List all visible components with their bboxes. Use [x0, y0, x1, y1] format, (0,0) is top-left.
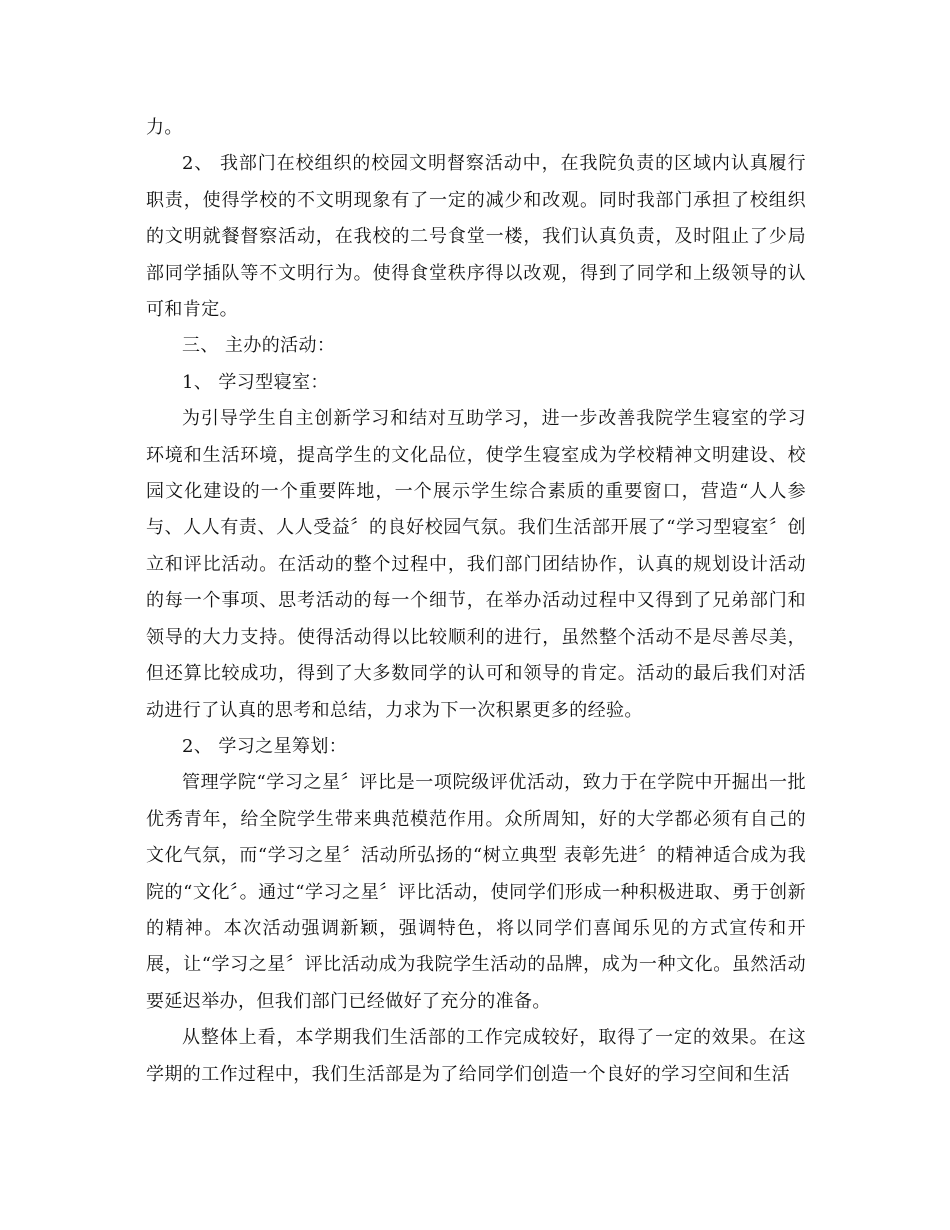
- subheading-study-star: 2、 学习之星筹划：: [182, 735, 348, 757]
- paragraph-summary: 从整体上看，本学期我们生活部的工作完成较好，取得了一定的效果。在这学期的工作过程中，我们生活部是为了给同学们创造一个良好的学习空间和生活: [146, 1027, 806, 1085]
- document-page: [146, 110, 806, 1093]
- section-heading-activities: 三、 主办的活动：: [182, 335, 336, 357]
- paragraph-civility-inspection: 2、 我部门在校组织的校园文明督察活动中，在我院负责的区域内认真履行职责，使得学校的不文明现象有了一定的减少和改观。同时我部门承担了校组织的文明就餐督察活动，在我校的二号食堂一楼，我们认真负责，及时阻止了少局部同学插队等不文明行为。使得食堂秩序得以改观，得到了同学和上级领导的认可和肯定。: [146, 153, 806, 321]
- paragraph-continuation: 力。: [146, 117, 183, 138]
- subheading-study-dorm: 1、 学习型寝室：: [182, 371, 329, 393]
- paragraph-study-star: 管理学院“学习之星〞评比是一项院级评优活动，致力于在学院中开掘出一批优秀青年，给全院学生带来典范模范作用。众所周知，好的大学都必须有自己的文化气氛，而“学习之星〞活动所弘扬的“树立典型 表彰先进〞的精神适合成为我院的“文化〞。通过“学习之星〞评比活动，使同学们形成一种积极进取、勇于创新的精神。本次活动强调新颖，强调特色，将以同学们喜闻乐见的方式宣传和开展，让“学习之星〞评比活动成为我院学生活动的品牌，成为一种文化。虽然活动要延迟举办，但我们部门已经做好了充分的准备。: [146, 772, 806, 1012]
- paragraph-study-dorm: 为引导学生自主创新学习和结对互助学习，进一步改善我院学生寝室的学习环境和生活环境，提高学生的文化品位，使学生寝室成为学校精神文明建设、校园文化建设的一个重要阵地，一个展示学生综合素质的重要窗口，营造“人人参与、人人有责、人人受益〞的良好校园气氛。我们生活部开展了“学习型寝室〞创立和评比活动。在活动的整个过程中，我们部门团结协作，认真的规划设计活动的每一个事项、思考活动的每一个细节，在举办活动过程中又得到了兄弟部门和领导的大力支持。使得活动得以比较顺利的进行，虽然整个活动不是尽善尽美，但还算比较成功，得到了大多数同学的认可和领导的肯定。活动的最后我们对活动进行了认真的思考和总结，力求为下一次积累更多的经验。: [146, 408, 806, 721]
